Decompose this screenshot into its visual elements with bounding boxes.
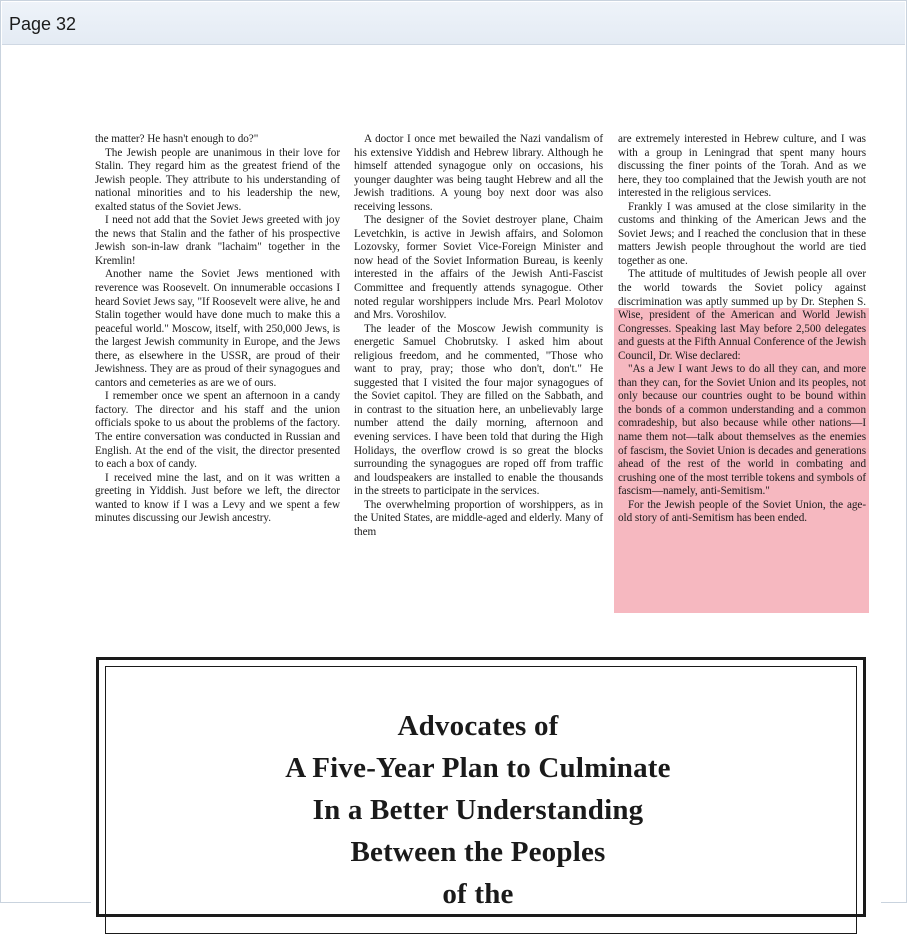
paragraph: Frankly I was amused at the close similarity in the customs and thinking of the American Jews and the Soviet Jews; and I reached the conclusion that in these matters Jewish people throughout the world are tied together as one. (618, 200, 866, 267)
article-column-2 (354, 133, 603, 539)
paragraph: A doctor I once met bewailed the Nazi vandalism of his extensive Yiddish and Hebrew library. Although he himself attended synagogue only on occasions, his younger daughter was being taught Hebrew and all the Jewish traditions. A young boy next door was also receiving lessons. (354, 133, 603, 213)
ad-headline-line-3: In a Better Understanding (312, 794, 644, 826)
page-label: Page 32 (9, 14, 77, 34)
paragraph: The designer of the Soviet destroyer plane, Chaim Levetchkin, is active in Jewish affairs, and Solomon Lozovsky, former Soviet Vice-Foreign Minister and now head of the Soviet Information Bureau, is keenly interested in the affairs of the Jewish Anti-Fascist Committee and frequently attends synagogue. Other noted regular worshippers include Mrs. Pearl Molotov and Mrs. Voroshilov. (354, 214, 603, 322)
paragraph: The Jewish people are unanimous in their love for Stalin. They regard him as the greatest friend of the Jewish people. They attribute to his understanding of national minorities and to his leadership the new, exalted status of the Soviet Jews. (95, 146, 340, 213)
advertisement-box (96, 657, 866, 917)
paragraph: I received mine the last, and on it was written a greeting in Yiddish. Just before we left, the director wanted to know if I was a Levy and we spent a few minutes discussing our Jewish ancestry. (95, 471, 340, 525)
ad-headline-line-2: A Five-Year Plan to Culminate (285, 752, 671, 784)
viewer-header (2, 2, 905, 45)
paragraph: I need not add that the Soviet Jews greeted with joy the news that Stalin and the father of his prospective Jewish son-in-law drank "lachaim" together in the Kremlin! (95, 214, 340, 267)
paragraph: Another name the Soviet Jews mentioned with reverence was Roosevelt. On innumerable occasions I heard Soviet Jews say, "If Roosevelt were alive, he and Stalin together would have done much to make this a peaceful world." Moscow, itself, with 250,000 Jews, is the largest Jewish community in Europe, and the Jews there, as elsewhere in the USSR, are proud of their Jewishness. They are as proud of their synagogues and cantors and cemeteries as are we of ours. (95, 268, 340, 389)
paragraph: the matter? He hasn't enough to do?" (95, 133, 259, 145)
ad-headline-line-4: Between the Peoples (350, 836, 606, 868)
ad-headline-line-1: Advocates of (397, 710, 559, 742)
paragraph: The overwhelming proportion of worshippers, as in the United States, are middle-aged and elderly. Many of them (354, 498, 603, 538)
article-column-1 (95, 133, 340, 526)
article-column-3 (618, 133, 866, 526)
paragraph: The leader of the Moscow Jewish community is energetic Samuel Chobrutsky. I asked him about religious freedom, and he commented, "Those who want to pray, pray; those who don't, don't." He suggested that I visited the four major synagogues of the Soviet capitol. They are filled on the Sabbath, and in contrast to the situation here, an unbelievably large number attend the daily morning, afternoon and evening services. I have been told that during the High Holidays, the overflow crowd is so great the blocks surrounding the synagogues are roped off from traffic and loudspeakers are installed to enable the thousands in the streets to participate in the services. (354, 322, 603, 498)
highlighted-paragraph: The attitude of multitudes of Jewish people all over the world towards the Soviet policy against discrimination was aptly summed up by Dr. Stephen S. Wise, president of the American and World Jewish Congresses. Speaking last May before 2,500 delegates and guests at the Fifth Annual Conference of the Jewish Council, Dr. Wise declared: (618, 268, 866, 362)
scanned-page (91, 129, 881, 910)
paragraph: For the Jewish people of the Soviet Union, the age-old story of anti-Semitism has been ended. (618, 498, 866, 525)
ad-headline-line-5: of the (442, 878, 514, 910)
highlighted-quote: "As a Jew I want Jews to do all they can, and more than they can, for the Soviet Union and its peoples, not only because our countries ought to be bound within the bonds of a common understanding and a common comradeship, but also because while other nations—I name them not—talk about themselves as the enemies of fascism, the Soviet Union is decades and generations ahead of the rest of the world in combating and crushing one of the most terrible tokens and symbols of fascism—namely, anti-Semitism." (618, 363, 866, 498)
paragraph: I remember once we spent an afternoon in a candy factory. The director and his staff and the union officials spoke to us about the problems of the factory. The entire conversation was conducted in Russian and English. At the end of the visit, the director presented to each a box of candy. (95, 390, 340, 471)
paragraph: are extremely interested in Hebrew culture, and I was with a group in Leningrad that spent many hours discussing the finer points of the Torah. And as we here, they too complained that the Jewish youth are not interested in the religious services. (618, 133, 866, 200)
